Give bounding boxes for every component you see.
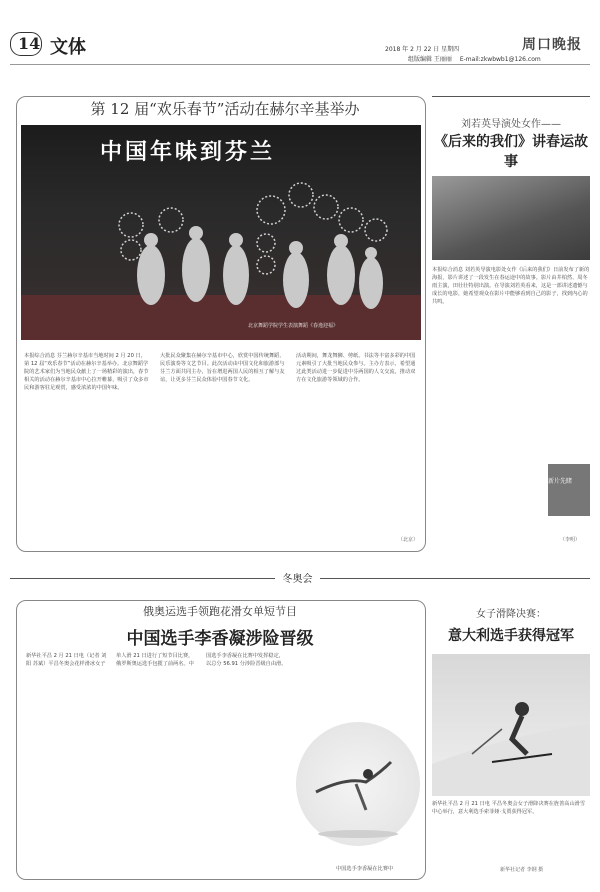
date-line: 2018 年 2 月 22 日 星期四 [385, 46, 460, 53]
skiing-photo-byline: 新华社记者 李钢 摄 [500, 867, 544, 873]
film-still-photo [432, 176, 590, 260]
downhill-skier-photo [432, 654, 590, 796]
editor-line [408, 54, 541, 63]
article-column-3: 活动期间，舞龙舞狮、剪纸、书法等丰富多彩的中国元素吸引了大批当地民众参与。主办方表示，希望通过此类活动进一步促进中芬两国的人文交流，推动双方在文化旅游等领域的合作。 [296, 353, 416, 383]
right-column-rule [432, 96, 590, 97]
right-article-byline: （李明） [560, 537, 581, 543]
photo-caption: 北京舞蹈学院学生表演舞蹈《春逸迎福》 [248, 323, 339, 329]
skiing-headline: 意大利选手获得冠军 [448, 628, 574, 644]
page-number: 14 [18, 34, 41, 53]
stage-floor [21, 295, 421, 340]
skater-photo [296, 722, 420, 846]
skater-figure [296, 722, 420, 846]
section-rule-left [10, 578, 275, 579]
section-title: 文体 [50, 37, 86, 58]
figure-skating-body: 新华社平昌 2 月 21 日电（记者 刘阳 苏斌）平昌冬奥会花样滑冰女子单人滑 21 日进行了短节目比赛，俄罗斯奥运选手包揽了前两名。中国选手李香凝在比赛中发挥稳定，以总分 56.91 分涉险晋级自由滑。 [26, 653, 287, 667]
article-column-1: 本报综合消息 芬兰赫尔辛基市当地时间 2 月 20 日，第 12 届“欢乐春节”活动在赫尔辛基举办。北京舞蹈学院的艺术家们为当地民众献上了一场精彩的演出，春节相关的活动在赫尔辛基市中心拉开帷幕，吸引了众多市民和游客驻足观赏，感受浓浓的中国年味。 [24, 353, 149, 391]
inset-label: 新片先睹 [548, 478, 573, 485]
skiing-body: 新华社平昌 2 月 21 日电 平昌冬奥会女子滑降决赛在旌善高山滑雪中心举行，意大利选手索菲娅·戈贾获得冠军。 [432, 801, 586, 815]
inset-poster-photo [548, 464, 590, 516]
section-rule-right [320, 578, 590, 579]
main-article-headline: 第 12 届“欢乐春节”活动在赫尔辛基举办 [90, 100, 360, 118]
right-article-body: 本报综合消息 刘若英导演电影处女作《后来的我们》日前发布了新的海报，影片讲述了一段发生在春运途中的故事。影片由井柏然、周冬雨主演，田壮壮特别出演。在导演刘若英看来，这是一部讲述遗憾与成长的电影，她希望观众在影片中能够看到自己的影子，找到内心的共鸣。 [432, 267, 590, 305]
newspaper-logo: 周口晚报 [522, 37, 582, 53]
editor-name: 组版编辑 王丽丽 [408, 56, 452, 63]
skiing-subhead: 女子滑降决赛： [476, 609, 546, 620]
header-divider [10, 64, 590, 65]
right-article-subhead: 刘若英导演处女作—— [461, 119, 561, 130]
article-column-2: 大批民众聚集在赫尔辛基市中心，欣赏中国传统舞蹈、民乐演奏等文艺节目。此次活动由中国文化和旅游部与芬兰方面共同主办，旨在增进两国人民的相互了解与友谊，让更多芬兰民众体验中国春节文化。 [160, 353, 285, 383]
right-article-headline: 《后来的我们》讲春运故事 [434, 134, 588, 170]
main-article-byline: （北京） [398, 537, 419, 543]
skater-photo-caption: 中国选手李香凝在比赛中 [336, 866, 394, 872]
email-address: E-mail:zkwbwb1@126.com [459, 56, 541, 63]
figure-skating-headline: 中国选手李香凝涉险晋级 [126, 629, 314, 649]
section-banner-label: 冬奥会 [282, 574, 313, 585]
figure-skating-subhead: 俄奥运选手领跑花滑女单短节目 [143, 605, 297, 618]
photo-headline: 中国年味到芬兰 [100, 139, 276, 165]
skier-figure [432, 654, 590, 796]
